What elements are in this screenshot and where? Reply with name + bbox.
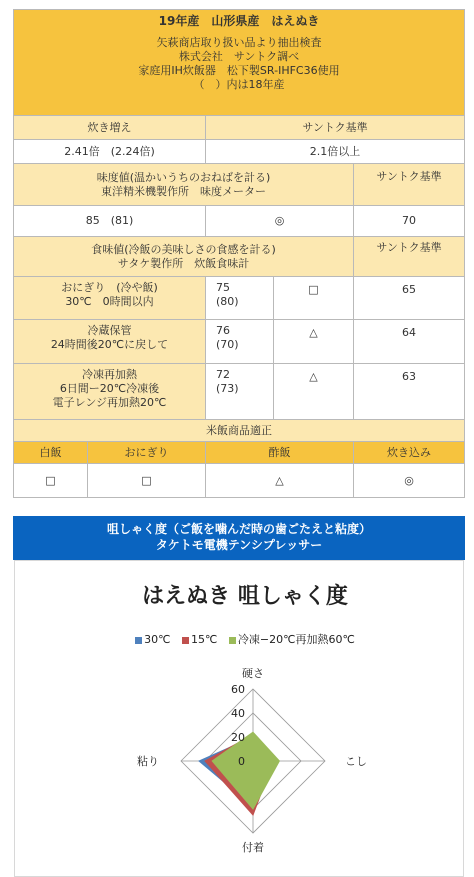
taste-row-value-current: 76 <box>216 324 230 337</box>
taste-row-label <box>14 364 206 420</box>
suitability-header: 炊き込み <box>354 442 465 464</box>
taste-meter-std: 70 <box>354 206 465 237</box>
taste-meter-label-2: 東洋精米機製作所 味度メーター <box>101 184 266 198</box>
axis-label: 粘り <box>137 755 159 768</box>
legend-label: 冷凍−20℃再加熱60℃ <box>237 633 355 646</box>
taste-row-label <box>14 277 206 320</box>
taste-row-value <box>206 364 274 420</box>
header-line: （ ）内は18年産 <box>193 78 285 91</box>
chart-panel <box>75 571 415 861</box>
page-title: 19年産 山形県産 はえぬき <box>158 14 320 28</box>
axis-label: 付着 <box>242 841 264 854</box>
taste-row-value <box>206 320 274 364</box>
yield-std-label: サントク基準 <box>206 116 465 140</box>
taste-row-std: 63 <box>354 364 465 420</box>
taste-row-mark: □ <box>274 277 354 320</box>
chart-area <box>14 560 464 877</box>
taste-row-mark: △ <box>274 364 354 420</box>
chewiness-banner <box>13 516 465 560</box>
chart-title: はえぬき 咀しゃく度 <box>142 584 348 609</box>
yield-std: 2.1倍以上 <box>206 140 465 164</box>
taste-meter-mark: ◎ <box>206 206 354 237</box>
taste-row-label-3: 電子レンジ再加熱20℃ <box>52 396 167 409</box>
taste-row-value-current: 75 <box>216 281 230 294</box>
taste-row-value-previous: (70) <box>216 338 239 351</box>
taste-meter-std-label: サントク基準 <box>354 164 465 206</box>
taste-row-std: 64 <box>354 320 465 364</box>
taste-row-label-1: 冷蔵保管 <box>87 324 132 337</box>
suitability-mark: △ <box>206 464 354 498</box>
suitability-mark: ◎ <box>354 464 465 498</box>
taste-row-value-previous: (73) <box>216 382 239 395</box>
taste-meter-label-1: 味度値(温かいうちのおねばを計る) <box>96 170 271 184</box>
taste-row-label-1: 冷凍再加熱 <box>82 368 137 381</box>
taste-meter-value: 85 (81) <box>14 206 206 237</box>
taste-row-label <box>14 320 206 364</box>
yield-label: 炊き増え <box>14 116 206 140</box>
yield-value: 2.41倍 (2.24倍) <box>14 140 206 164</box>
header-line: 家庭用IH炊飯器 松下製SR-IHFC36使用 <box>138 64 340 77</box>
header-line: 矢萩商店取り扱い品より抽出検査 <box>156 36 322 49</box>
legend-label: 30℃ <box>144 633 171 646</box>
tick-label: 20 <box>231 731 245 744</box>
suitability-header: おにぎり <box>88 442 206 464</box>
header-line: 株式会社 サントク調べ <box>178 50 300 63</box>
header-cell <box>14 10 465 116</box>
taste-row-label-2: 24時間後20℃に戻して <box>50 338 169 351</box>
taste-meter-label <box>14 164 354 206</box>
rice-spec-table <box>13 9 465 498</box>
axis-label: 硬さ <box>242 667 264 680</box>
tick-label: 40 <box>231 707 245 720</box>
suitability-mark: □ <box>14 464 88 498</box>
taste-score-std-label: サントク基準 <box>354 237 465 277</box>
suitability-header: 酢飯 <box>206 442 354 464</box>
taste-row-mark: △ <box>274 320 354 364</box>
radar-chart <box>75 571 415 861</box>
taste-row-value-previous: (80) <box>216 295 239 308</box>
taste-row-value-current: 72 <box>216 368 230 381</box>
taste-row-label-2: 30℃ 0時間以内 <box>65 295 154 308</box>
taste-row-label-2: 6日間ー20℃冷凍後 <box>59 382 160 395</box>
tick-label: 0 <box>238 755 245 768</box>
banner-line-1: 咀しゃく度（ご飯を噛んだ時の歯ごたえと粘度） <box>106 522 371 536</box>
taste-score-label <box>14 237 354 277</box>
suitability-mark: □ <box>88 464 206 498</box>
taste-row-label-1: おにぎり (冷や飯) <box>61 281 158 294</box>
taste-score-label-2: サタケ製作所 炊飯食味計 <box>117 256 250 270</box>
taste-row-std: 65 <box>354 277 465 320</box>
tick-label: 60 <box>231 683 245 696</box>
suitability-header: 白飯 <box>14 442 88 464</box>
taste-row-value <box>206 277 274 320</box>
legend-label: 15℃ <box>191 633 218 646</box>
axis-label: こし <box>345 755 367 768</box>
suitability-title: 米飯商品適正 <box>14 420 465 442</box>
banner-line-2: タケトモ電機テンシプレッサー <box>155 538 323 552</box>
taste-score-label-1: 食味値(冷飯の美味しさの食感を計る) <box>91 242 276 256</box>
